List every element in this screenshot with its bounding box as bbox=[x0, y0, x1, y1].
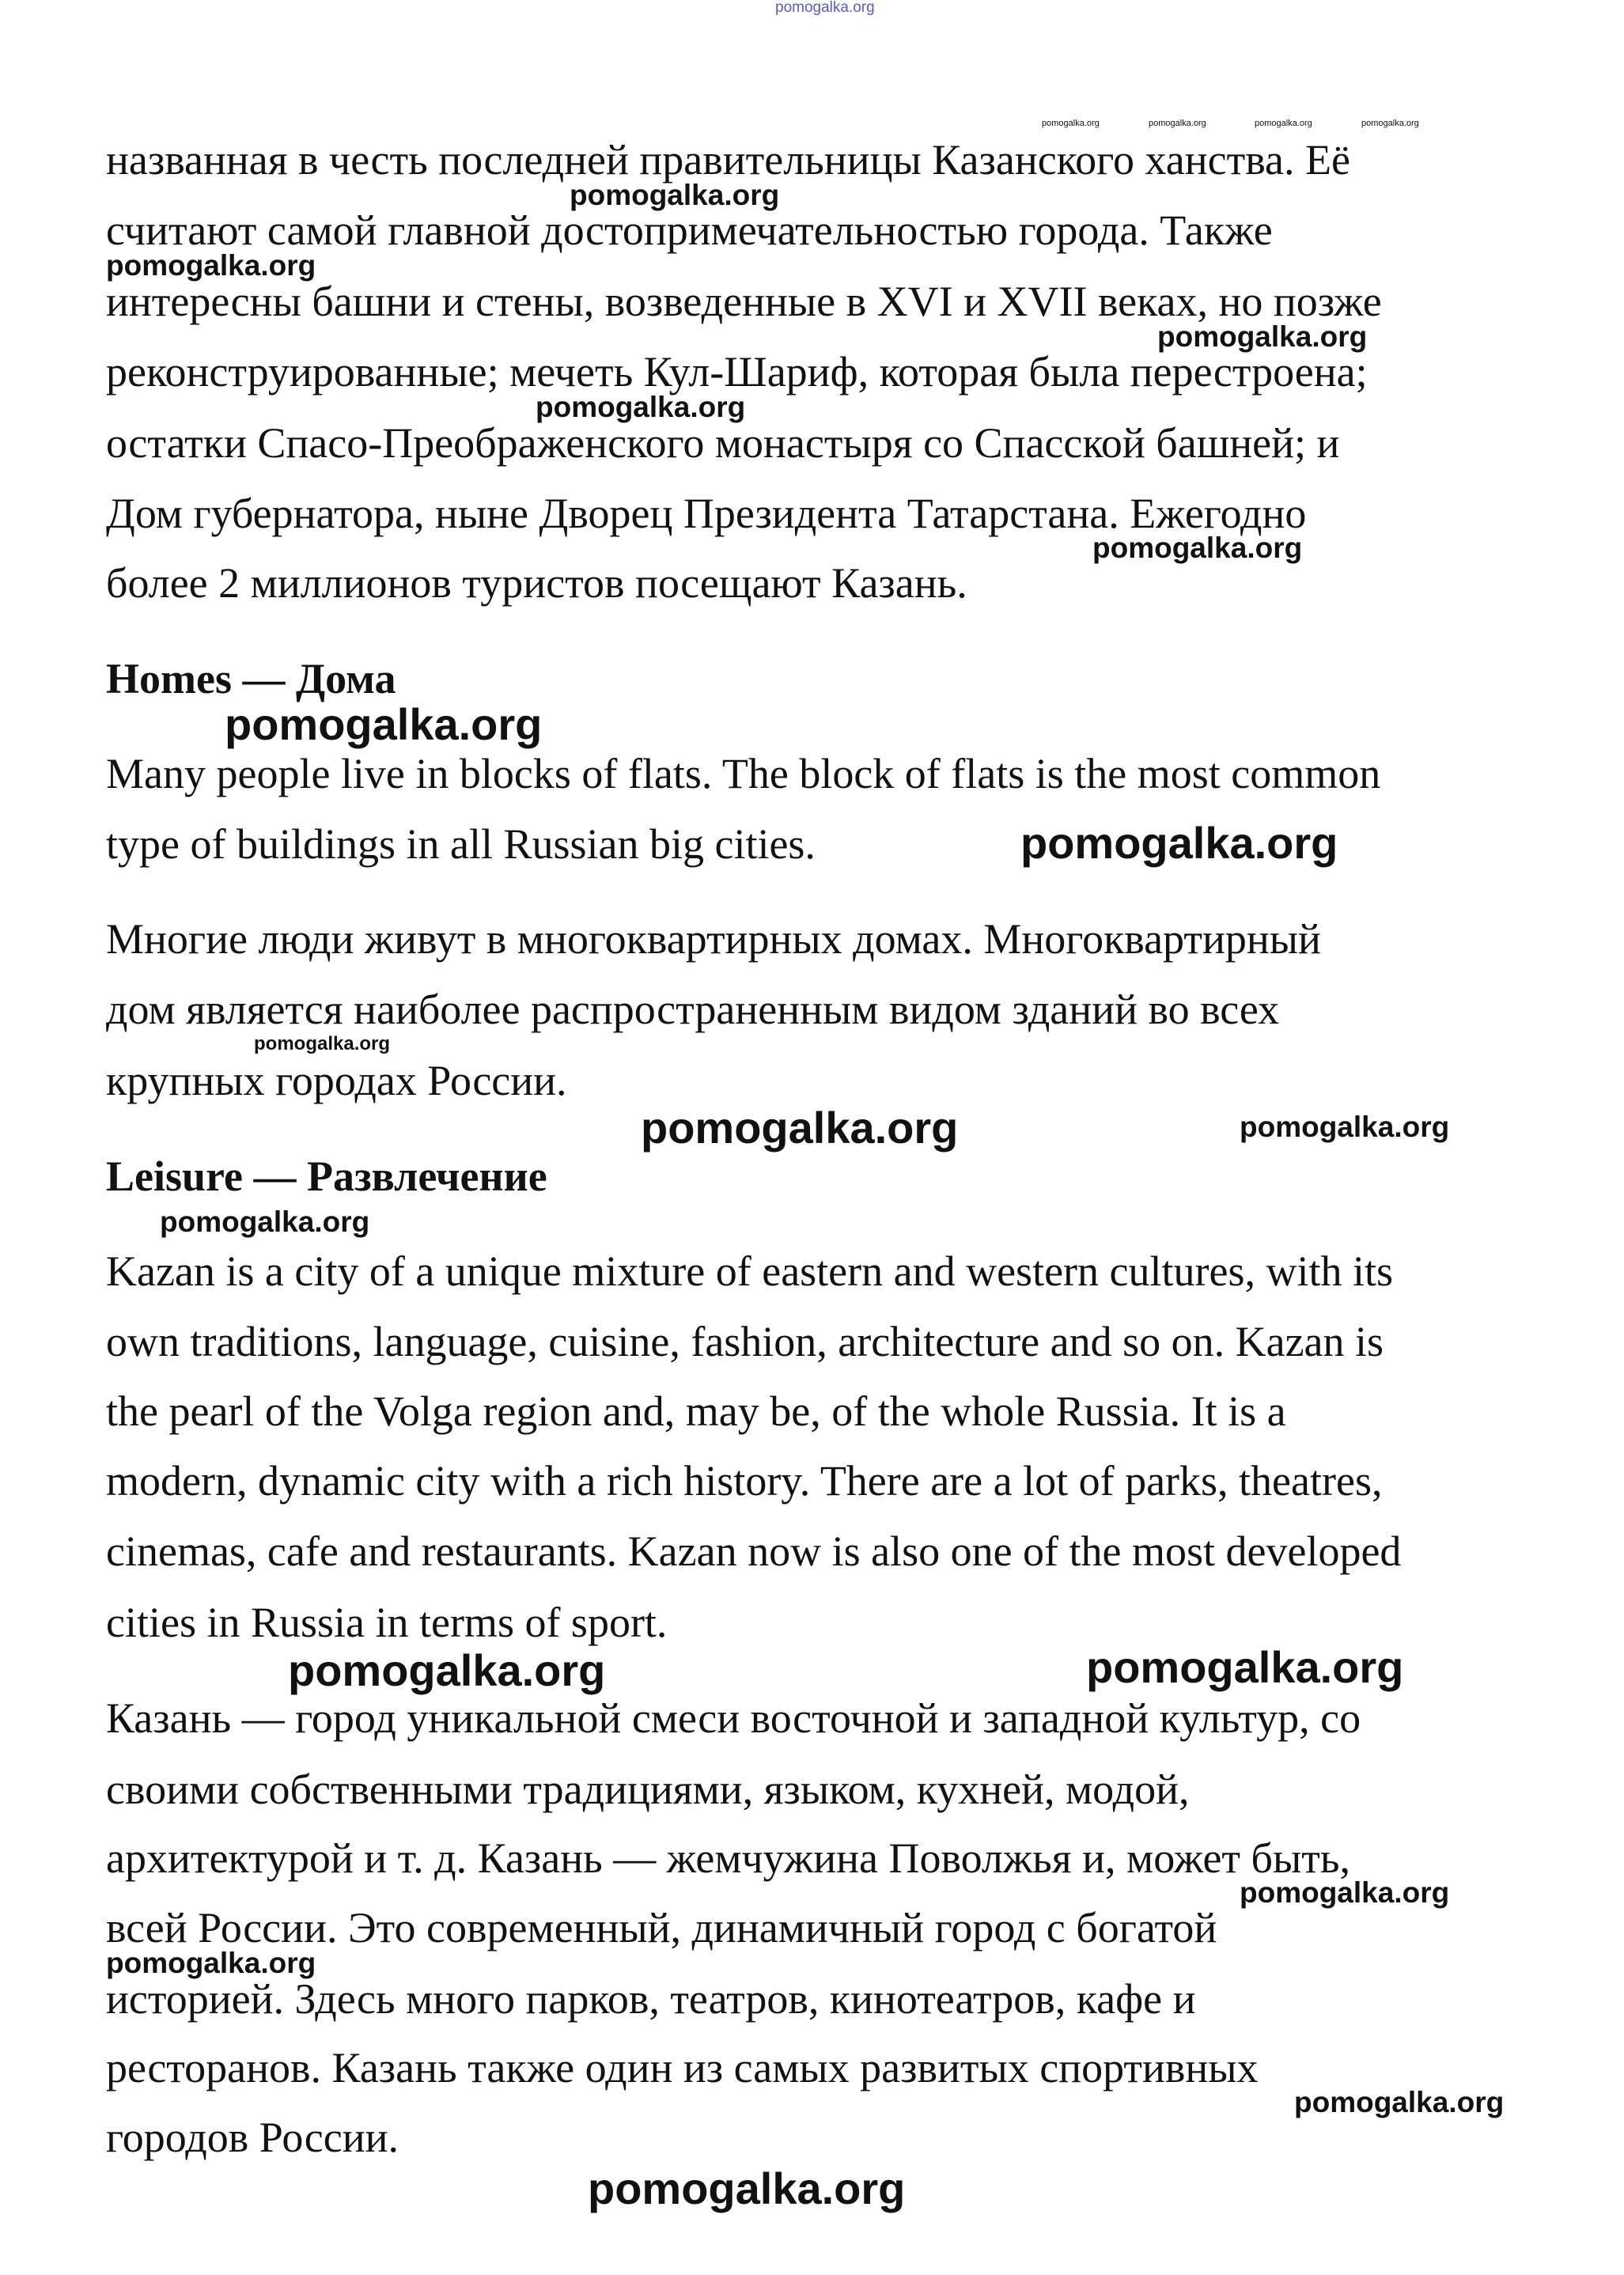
text-line: считают самой главной достопримечательностью города. Также bbox=[106, 206, 1273, 254]
text-line: остатки Спасо-Преображенского монастыря со Спасской башней; и bbox=[106, 419, 1340, 467]
text-line: более 2 миллионов туристов посещают Казань. bbox=[106, 559, 967, 607]
text-line: Многие люди живут в многоквартирных домах. Многоквартирный bbox=[106, 915, 1321, 963]
text-line: cinemas, cafe and restaurants. Kazan now is also one of the most developed bbox=[106, 1527, 1402, 1575]
text-line: реконструированные; мечеть Кул-Шариф, которая была перестроена; bbox=[106, 348, 1368, 396]
section-heading-leisure: Leisure — Развлечение bbox=[106, 1153, 547, 1200]
watermark: pomogalka.org bbox=[1240, 1876, 1450, 1909]
watermark: pomogalka.org bbox=[1042, 119, 1100, 128]
watermark: pomogalka.org bbox=[641, 1103, 959, 1153]
text-line: ресторанов. Казань также один из самых развитых спортивных bbox=[106, 2044, 1259, 2091]
text-line: own traditions, language, cuisine, fashion, architecture and so on. Kazan is bbox=[106, 1318, 1384, 1365]
text-line: архитектурой и т. д. Казань — жемчужина Поволжья и, может быть, bbox=[106, 1834, 1351, 1882]
watermark: pomogalka.org bbox=[1361, 119, 1419, 128]
text-line: the pearl of the Volga region and, may be, of the whole Russia. It is a bbox=[106, 1387, 1286, 1435]
watermark: pomogalka.org bbox=[1240, 1111, 1450, 1143]
text-line: Kazan is a city of a unique mixture of eastern and western cultures, with its bbox=[106, 1247, 1393, 1295]
watermark: pomogalka.org bbox=[160, 1206, 370, 1238]
watermark: pomogalka.org bbox=[1255, 119, 1312, 128]
watermark: pomogalka.org bbox=[1294, 2086, 1505, 2118]
watermark: pomogalka.org bbox=[254, 1033, 391, 1054]
watermark: pomogalka.org bbox=[1149, 119, 1206, 128]
watermark: pomogalka.org bbox=[288, 1645, 606, 1695]
text-line: modern, dynamic city with a rich history. There are a lot of parks, theatres, bbox=[106, 1457, 1383, 1505]
text-line: интересны башни и стены, возведенные в XVI и XVII веках, но позже bbox=[106, 278, 1382, 325]
text-line: историей. Здесь много парков, театров, кинотеатров, кафе и bbox=[106, 1975, 1196, 2023]
text-line: дом является наиболее распространенным видом зданий во всех bbox=[106, 986, 1280, 1033]
text-line: type of buildings in all Russian big cities. bbox=[106, 820, 816, 868]
text-line: названная в честь последней правительницы Казанского ханства. Её bbox=[106, 136, 1350, 184]
watermark: pomogalka.org bbox=[225, 699, 543, 749]
text-line: городов России. bbox=[106, 2114, 399, 2161]
watermark: pomogalka.org bbox=[106, 1947, 316, 1979]
section-heading-homes: Homes — Дома bbox=[106, 655, 396, 702]
watermark: pomogalka.org bbox=[775, 0, 875, 16]
watermark: pomogalka.org bbox=[1086, 1642, 1404, 1692]
watermark: pomogalka.org bbox=[1020, 818, 1338, 868]
watermark: pomogalka.org bbox=[106, 249, 316, 282]
text-line: cities in Russia in terms of sport. bbox=[106, 1599, 668, 1646]
text-line: Many people live in blocks of flats. The block of flats is the most common bbox=[106, 750, 1381, 797]
text-line: Казань — город уникальной смеси восточной и западной культур, со bbox=[106, 1694, 1361, 1742]
text-line: Дом губернатора, ныне Дворец Президента Татарстана. Ежегодно bbox=[106, 490, 1307, 537]
watermark: pomogalka.org bbox=[536, 391, 746, 423]
watermark: pomogalka.org bbox=[588, 2163, 906, 2213]
text-line: своими собственными традициями, языком, кухней, модой, bbox=[106, 1766, 1190, 1813]
text-line: крупных городах России. bbox=[106, 1057, 567, 1104]
watermark: pomogalka.org bbox=[1157, 320, 1368, 353]
text-line: всей России. Это современный, динамичный город с богатой bbox=[106, 1904, 1217, 1951]
watermark: pomogalka.org bbox=[1092, 532, 1303, 564]
watermark: pomogalka.org bbox=[570, 179, 780, 211]
